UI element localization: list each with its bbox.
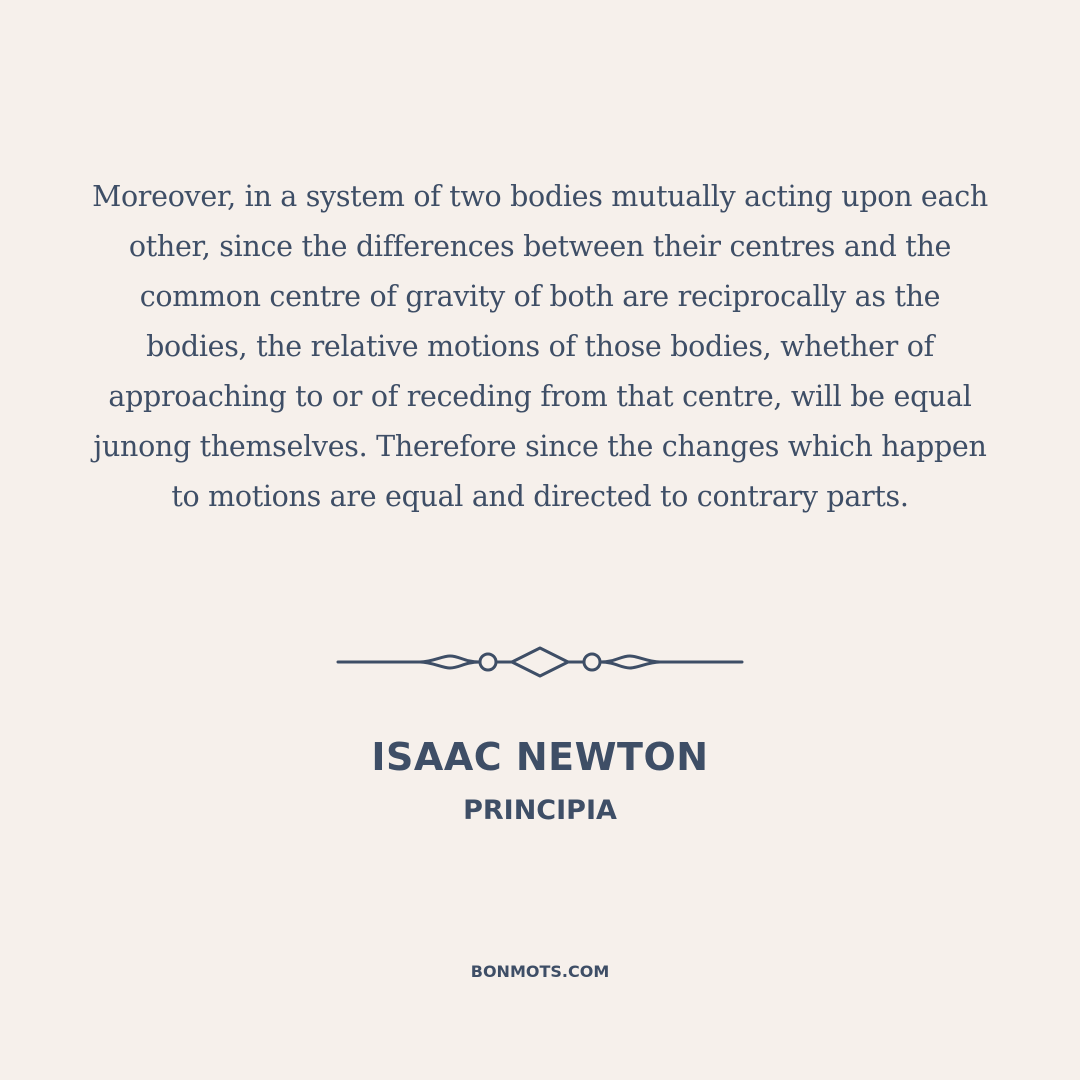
site-link[interactable]: BONMOTS.COM xyxy=(470,962,610,981)
quote-text: Moreover, in a system of two bodies mutually acting upon each other, since the differences between their centres and the common centre of gravity of both are reciprocally as the bodies, the relative motions of those bodies, whether of approaching to or of receding from that centre, will be equal junong themselves. Therefore since the changes which happen to motions are equal and directed to contrary parts. xyxy=(92,180,988,513)
source-title: PRINCIPIA xyxy=(463,795,617,826)
author-name: ISAAC NEWTON xyxy=(371,735,709,779)
ornamental-divider-icon xyxy=(336,646,744,678)
